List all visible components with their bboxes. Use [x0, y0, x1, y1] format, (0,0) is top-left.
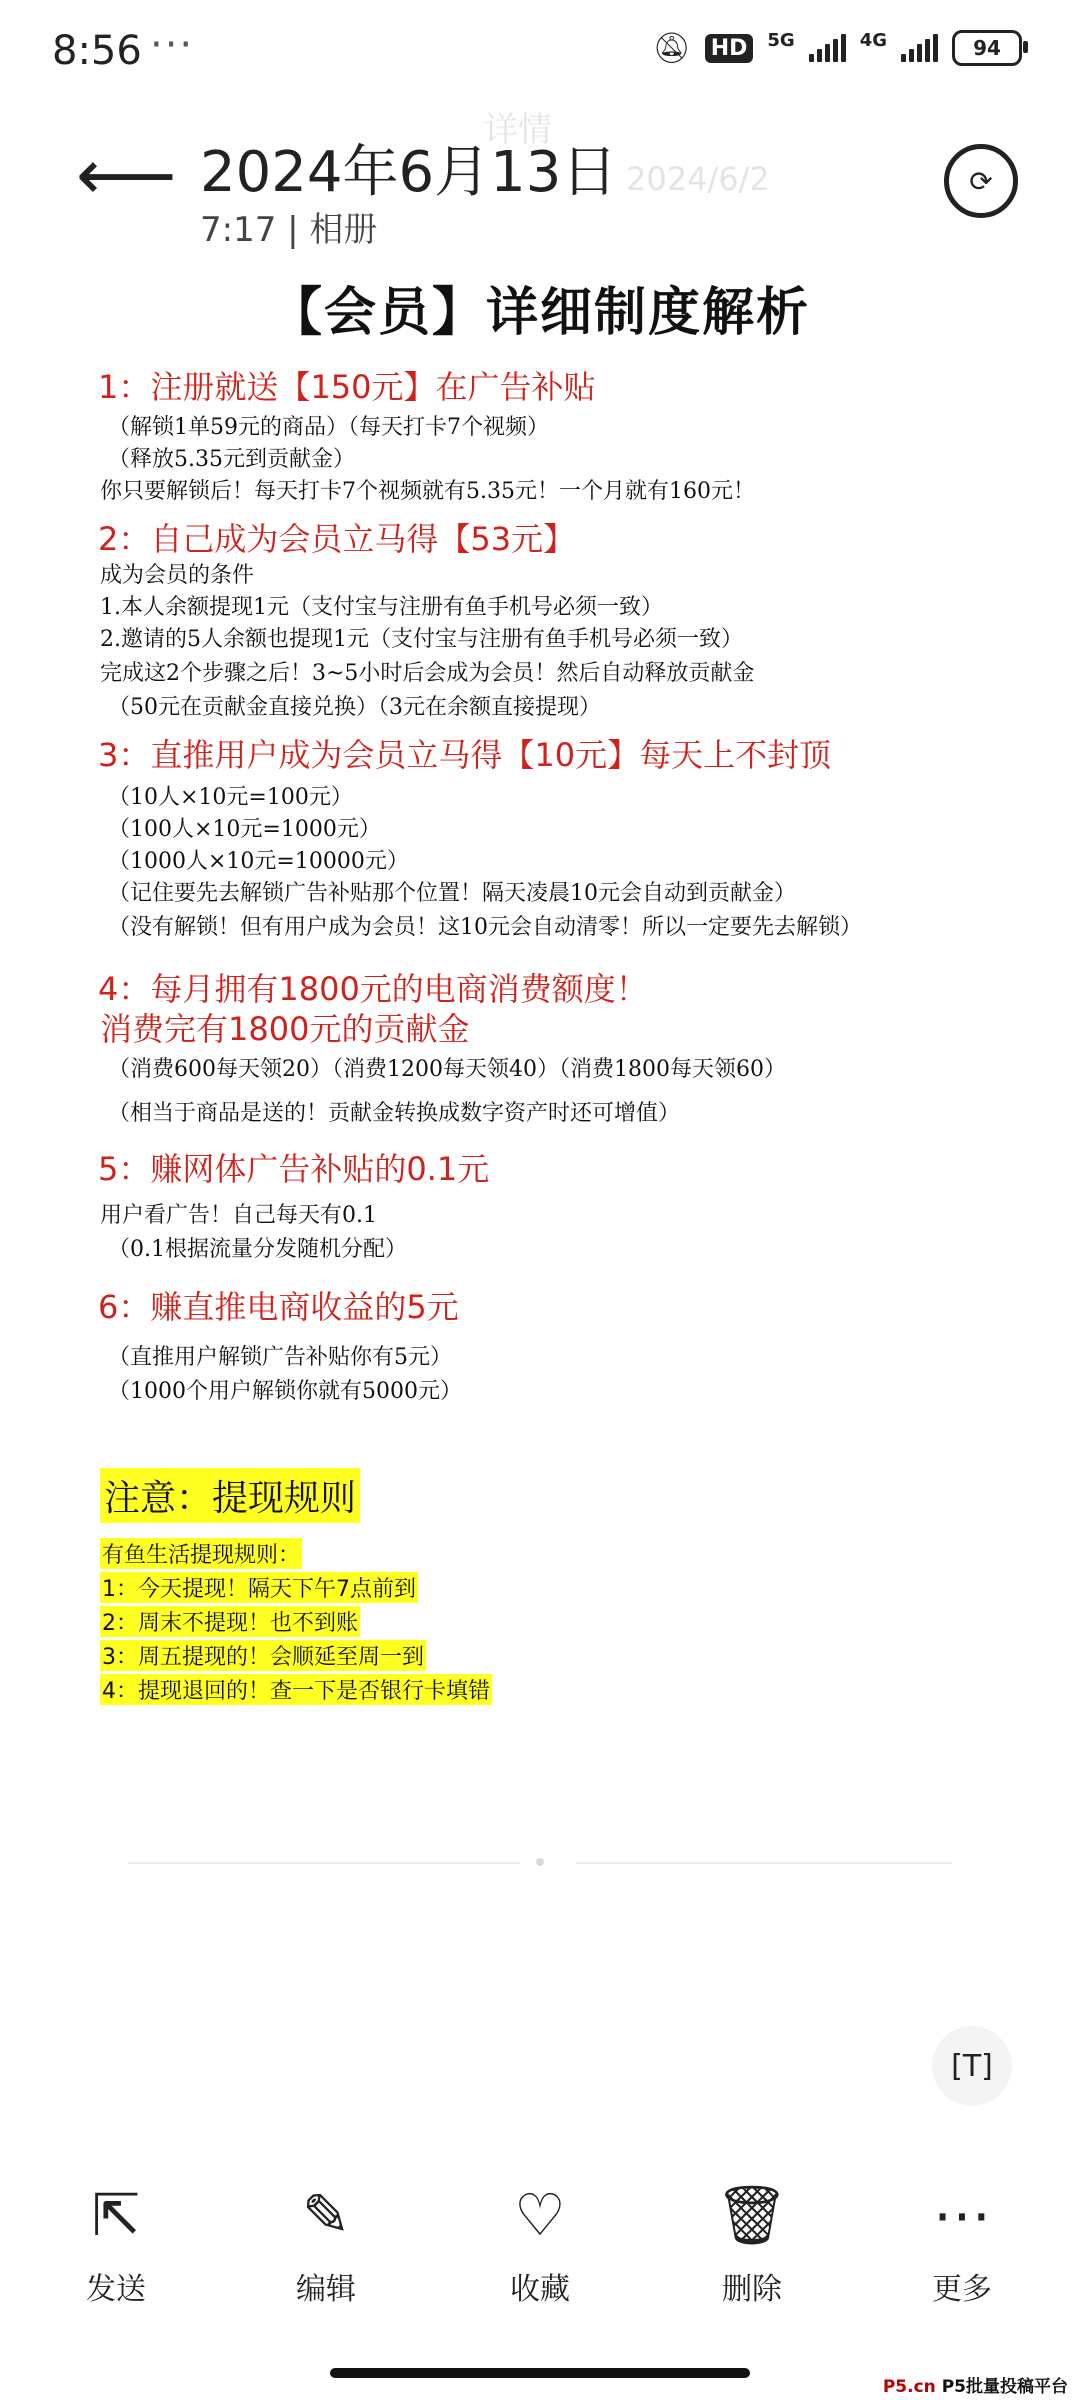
section-4-line-1: （消费600每天领20）（消费1200每天领40）（消费1800每天领60） — [108, 1057, 786, 1082]
section-4-heading-2: 消费完有1800元的贡献金 — [100, 1010, 470, 1048]
section-3-line-2: （100人×10元=1000元） — [108, 817, 381, 842]
divider-left — [128, 1862, 520, 1864]
section-2-heading: 2：自己成为会员立马得【53元】 — [98, 520, 576, 558]
section-1-heading: 1：注册就送【150元】在广告补贴 — [98, 368, 596, 406]
more-icon: ⋯ — [933, 2181, 991, 2249]
watermark — [883, 2372, 1068, 2397]
section-5-line-1: 用户看广告！自己每天有0.1 — [100, 1203, 377, 1228]
share-label: 发送 — [86, 2272, 146, 2307]
section-4-line-2: （相当于商品是送的！贡献金转换成数字资产时还可增值） — [108, 1101, 681, 1126]
photo-time-album: 7:17 | 相册 — [200, 210, 378, 250]
rotate-icon[interactable]: ⟳ — [944, 144, 1018, 218]
edit-button[interactable] — [246, 2180, 406, 2308]
notice-line-2: 1：今天提现！隔天下午7点前到 — [100, 1572, 418, 1603]
more-button[interactable] — [882, 2180, 1042, 2308]
section-3-line-3: （1000人×10元=10000元） — [108, 849, 409, 874]
section-5-line-2: （0.1根据流量分发随机分配） — [108, 1237, 407, 1262]
notice-line-1: 有鱼生活提现规则： — [100, 1538, 302, 1569]
section-5-heading: 5：赚网体广告补贴的0.1元 — [98, 1150, 490, 1188]
signal-icon — [809, 34, 846, 62]
delete-button[interactable] — [672, 2180, 832, 2308]
scan-text-icon: [T] — [951, 2048, 993, 2084]
watermark-text: P5批量投稿平台 — [941, 2377, 1068, 2397]
viewer-header — [0, 110, 1080, 270]
favorite-label: 收藏 — [510, 2272, 570, 2307]
notice-line-3: 2：周末不提现！也不到账 — [100, 1606, 360, 1637]
ghost-date: 2024/6/2 — [626, 160, 770, 198]
delete-label: 删除 — [722, 2272, 782, 2307]
section-2-line-2: 1.本人余额提现1元（支付宝与注册有鱼手机号必须一致） — [100, 595, 663, 620]
photo-date: 2024年6月13日 — [200, 140, 618, 205]
ghost-title: 详情 — [484, 110, 552, 150]
status-time: 8:56 — [52, 28, 142, 74]
section-1-line-2: （释放5.35元到贡献金） — [108, 447, 355, 472]
notice-line-5: 4：提现退回的！查一下是否银行卡填错 — [100, 1674, 492, 1705]
section-2-line-1: 成为会员的条件 — [100, 563, 255, 588]
trash-icon: 🗑︎ — [715, 2181, 789, 2249]
divider-dot — [536, 1858, 544, 1866]
doc-title: 【会员】详细制度解析 — [269, 283, 810, 343]
share-button[interactable] — [36, 2180, 196, 2308]
notice-title: 注意：提现规则 — [100, 1468, 360, 1523]
hd-badge: HD — [705, 34, 754, 63]
section-2-line-3: 2.邀请的5人余额也提现1元（支付宝与注册有鱼手机号必须一致） — [100, 627, 743, 652]
divider-right — [576, 1862, 952, 1864]
section-3-heading: 3：直推用户成为会员立马得【10元】每天上不封顶 — [98, 736, 832, 774]
section-6-line-1: （直推用户解锁广告补贴你有5元） — [108, 1345, 452, 1370]
edit-label: 编辑 — [296, 2272, 356, 2307]
section-6-heading: 6：赚直推电商收益的5元 — [98, 1288, 459, 1326]
status-bar — [0, 0, 1080, 100]
watermark-site: P5.cn — [882, 2377, 936, 2397]
heart-icon: ♡ — [514, 2181, 566, 2249]
section-2-line-5: （50元在贡献金直接兑换）（3元在余额直接提现） — [108, 695, 601, 720]
network-4g-label: 4G — [859, 29, 887, 51]
status-icons — [653, 30, 1022, 66]
section-3-line-1: （10人×10元=100元） — [108, 785, 353, 810]
photo-content — [0, 270, 1080, 1870]
more-label: 更多 — [932, 2272, 992, 2307]
back-arrow-icon[interactable]: ⟵ — [76, 134, 177, 216]
notice-line-4: 3：周五提现的！会顺延至周一到 — [100, 1640, 426, 1671]
home-indicator[interactable] — [330, 2368, 750, 2378]
battery-icon — [952, 30, 1022, 66]
section-4-heading: 4：每月拥有1800元的电商消费额度！ — [98, 970, 648, 1008]
favorite-button[interactable] — [460, 2180, 620, 2308]
section-2-line-4: 完成这2个步骤之后！3~5小时后会成为会员！然后自动释放贡献金 — [100, 661, 755, 686]
section-6-line-2: （1000个用户解锁你就有5000元） — [108, 1379, 462, 1404]
notification-dots: ··· — [150, 22, 195, 68]
section-3-line-5: （没有解锁！但有用户成为会员！这10元会自动清零！所以一定要先去解锁） — [108, 915, 862, 940]
section-3-line-4: （记住要先去解锁广告补贴那个位置！隔天凌晨10元会自动到贡献金） — [108, 881, 796, 906]
bottom-action-bar — [0, 2180, 1080, 2320]
network-5g-label: 5G — [767, 29, 795, 51]
edit-icon: ✎ — [301, 2181, 351, 2249]
section-1-line-1: （解锁1单59元的商品）（每天打卡7个视频） — [108, 415, 549, 440]
mute-bell-icon: 🔕︎ — [652, 30, 691, 66]
section-1-line-3: 你只要解锁后！每天打卡7个视频就有5.35元！一个月就有160元！ — [100, 479, 755, 504]
battery-level: 94 — [973, 36, 1001, 60]
signal-icon-2 — [901, 34, 938, 62]
scan-text-button[interactable] — [932, 2026, 1012, 2106]
share-icon: ⇱ — [91, 2181, 141, 2249]
